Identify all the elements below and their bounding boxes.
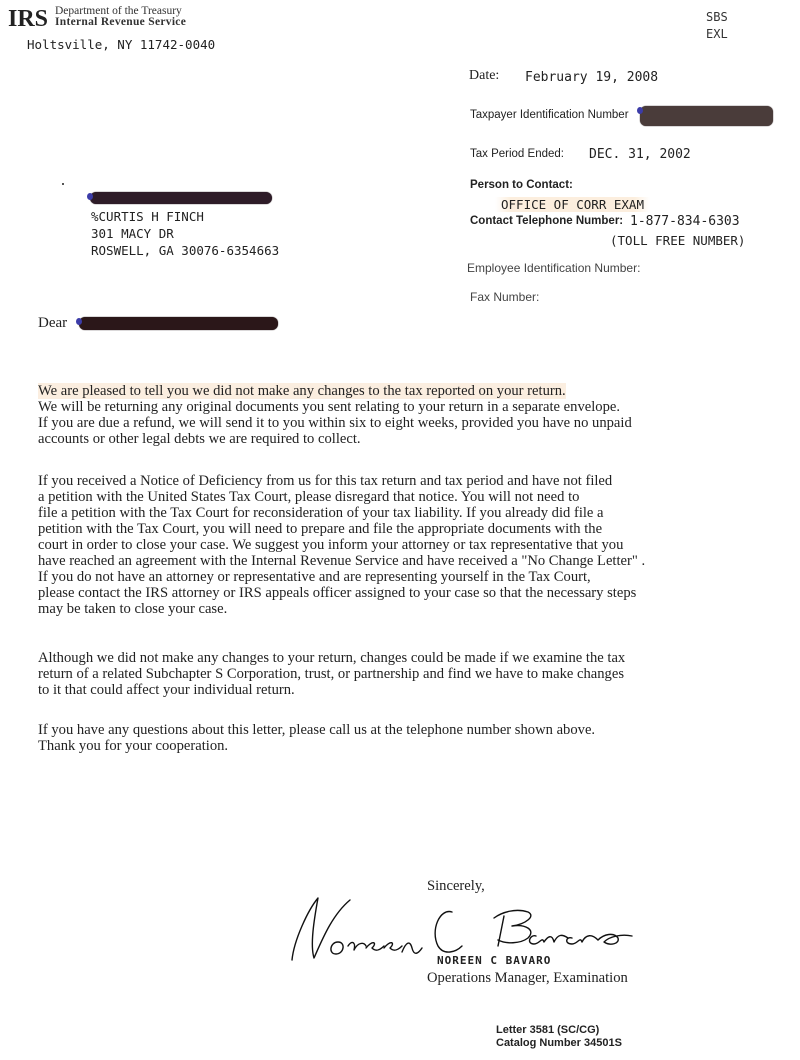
fax-number-label: Fax Number: (470, 290, 540, 304)
body-line: Although we did not make any changes to your return, changes could be made if we examine the tax (38, 650, 626, 666)
person-to-contact-value: OFFICE OF CORR EXAM (495, 197, 650, 212)
body-line: please contact the IRS attorney or IRS appeals officer assigned to your case so that the necessary steps (38, 585, 637, 601)
toll-free-note: (TOLL FREE NUMBER) (610, 233, 746, 248)
tin-redaction (640, 106, 773, 126)
contact-phone-label: Contact Telephone Number: (470, 215, 624, 227)
salutation: Dear (38, 315, 68, 331)
person-to-contact-label: Person to Contact: (470, 179, 573, 191)
address-line: 301 MACY DR (91, 226, 174, 241)
signer-title: Operations Manager, Examination (427, 970, 628, 986)
paragraph-questions (38, 722, 778, 754)
body-line: petition with the Tax Court, you will need to prepare and file the appropriate documents with the (38, 521, 603, 537)
catalog-number: Catalog Number 34501S (496, 1037, 622, 1049)
body-line: have reached an agreement with the Internal Revenue Service and have received a "No Change Letter" . (38, 553, 646, 569)
tax-period-label: Tax Period Ended: (470, 148, 564, 160)
body-line: If you do not have an attorney or representative and are representing yourself in the Tax Court, (38, 569, 591, 585)
salutation-name-redaction (79, 317, 278, 330)
signer-name: NOREEN C BAVARO (437, 954, 552, 967)
body-line: return of a related Subchapter S Corporation, trust, or partnership and find we have to make changes (38, 666, 624, 682)
irs-logo: IRS (8, 6, 49, 32)
routing-code: SBS (706, 10, 728, 24)
agency-service-name: Internal Revenue Service (55, 16, 187, 28)
routing-code: EXL (706, 27, 728, 41)
sender-address: Holtsville, NY 11742-0040 (27, 37, 216, 52)
employee-id-label: Employee Identification Number: (467, 261, 641, 275)
recipient-name-redaction (90, 192, 272, 204)
body-line: may be taken to close your case. (38, 601, 228, 617)
tax-period-value: DEC. 31, 2002 (589, 147, 691, 162)
body-line: court in order to close your case. We suggest you inform your attorney or tax representative that you (38, 537, 624, 553)
recipient-address (91, 208, 279, 259)
date-value: February 19, 2008 (525, 70, 659, 85)
routing-codes (706, 9, 728, 43)
date-label: Date: (469, 68, 500, 83)
highlighted-line: We are pleased to tell you we did not make any changes to the tax reported on your return. (38, 383, 566, 399)
paragraph-no-change (38, 383, 778, 447)
body-line: If you have any questions about this letter, please call us at the telephone number shown above. (38, 722, 596, 738)
body-line: a petition with the United States Tax Court, please disregard that notice. You will not need to (38, 489, 580, 505)
body-line: We will be returning any original documents you sent relating to your return in a separate envelope. (38, 399, 620, 415)
body-line: If you received a Notice of Deficiency from us for this tax return and tax period and have not filed (38, 473, 613, 489)
letter-number: Letter 3581 (SC/CG) (496, 1024, 600, 1036)
form-footer (496, 1024, 622, 1050)
body-line: to it that could affect your individual return. (38, 682, 295, 698)
body-line: file a petition with the Tax Court for reconsideration of your tax liability. If you already did file a (38, 505, 604, 521)
body-line: Thank you for your cooperation. (38, 738, 229, 754)
paragraph-related-entities (38, 650, 778, 698)
address-line: ROSWELL, GA 30076-6354663 (91, 243, 280, 258)
address-line: %CURTIS H FINCH (91, 209, 204, 224)
tin-label: Taxpayer Identification Number (470, 109, 629, 121)
valediction: Sincerely, (427, 878, 485, 894)
scan-speck (62, 183, 64, 185)
department-name: Department of the Treasury (55, 5, 182, 17)
contact-phone-value: 1-877-834-6303 (630, 214, 740, 229)
body-line: If you are due a refund, we will send it to you within six to eight weeks, provided you have no unpaid (38, 415, 632, 431)
paragraph-notice-of-deficiency (38, 473, 778, 617)
body-line: accounts or other legal debts we are required to collect. (38, 431, 361, 447)
agency-name (55, 6, 186, 28)
